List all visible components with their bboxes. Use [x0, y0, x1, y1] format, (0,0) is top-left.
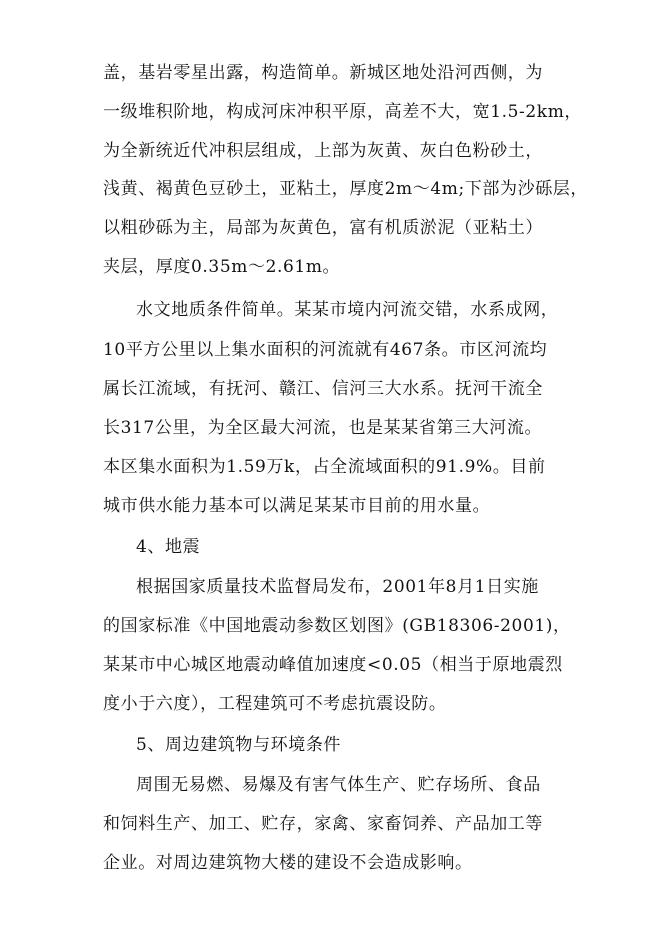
paragraph-first-line: 水文地质条件简单。某某市境内河流交错，水系成网， — [136, 300, 559, 320]
text-line: 浅黄、褐黄色豆砂土，亚粘土，厚度2m～4m;下部为沙砾层， — [103, 179, 588, 199]
paragraph-first-line: 根据国家质量技术监督局发布，2001年8月1日实施 — [136, 577, 539, 597]
text-line: 某某市中心城区地震动峰值加速度<0.05（相当于原地震烈 — [103, 655, 563, 675]
text-line: 的国家标准《中国地震动参数区划图》(GB18306-2001)， — [103, 616, 571, 636]
text-line: 一级堆积阶地，构成河床冲积平原，高差不大，宽1.5-2km， — [103, 102, 583, 122]
text-line: 10平方公里以上集水面积的河流就有467条。市区河流均 — [103, 340, 548, 360]
text-line: 长317公里，为全区最大河流，也是某某省第三大河流。 — [103, 418, 543, 438]
text-line: 度小于六度），工程建筑可不考虑抗震设防。 — [103, 694, 447, 714]
text-line: 和饲料生产、加工、贮存，家禽、家畜饲养、产品加工等 — [103, 814, 543, 834]
text-line: 盖，基岩零星出露，构造简单。新城区地处沿河西侧，为 — [103, 63, 543, 83]
text-line: 城市供水能力基本可以满足某某市目前的用水量。 — [103, 496, 491, 516]
section-heading: 4、地震 — [136, 537, 201, 557]
text-line: 本区集水面积为1.59万k，占全流域面积的91.9%。目前 — [103, 457, 546, 477]
text-line: 属长江流域，有抚河、赣江、信河三大水系。抚河干流全 — [103, 379, 543, 399]
text-line: 为全新统近代冲积层组成，上部为灰黄、灰白色粉砂土， — [103, 141, 543, 161]
paragraph-first-line: 周围无易燃、易爆及有害气体生产、贮存场所、食品 — [136, 775, 541, 795]
text-line: 以粗砂砾为主，局部为灰黄色，富有机质淤泥（亚粘土） — [103, 218, 543, 238]
text-line: 夹层，厚度0.35m～2.61m。 — [103, 257, 341, 277]
text-line: 企业。对周边建筑物大楼的建设不会造成影响。 — [103, 853, 473, 873]
section-heading: 5、周边建筑物与环境条件 — [136, 735, 342, 755]
